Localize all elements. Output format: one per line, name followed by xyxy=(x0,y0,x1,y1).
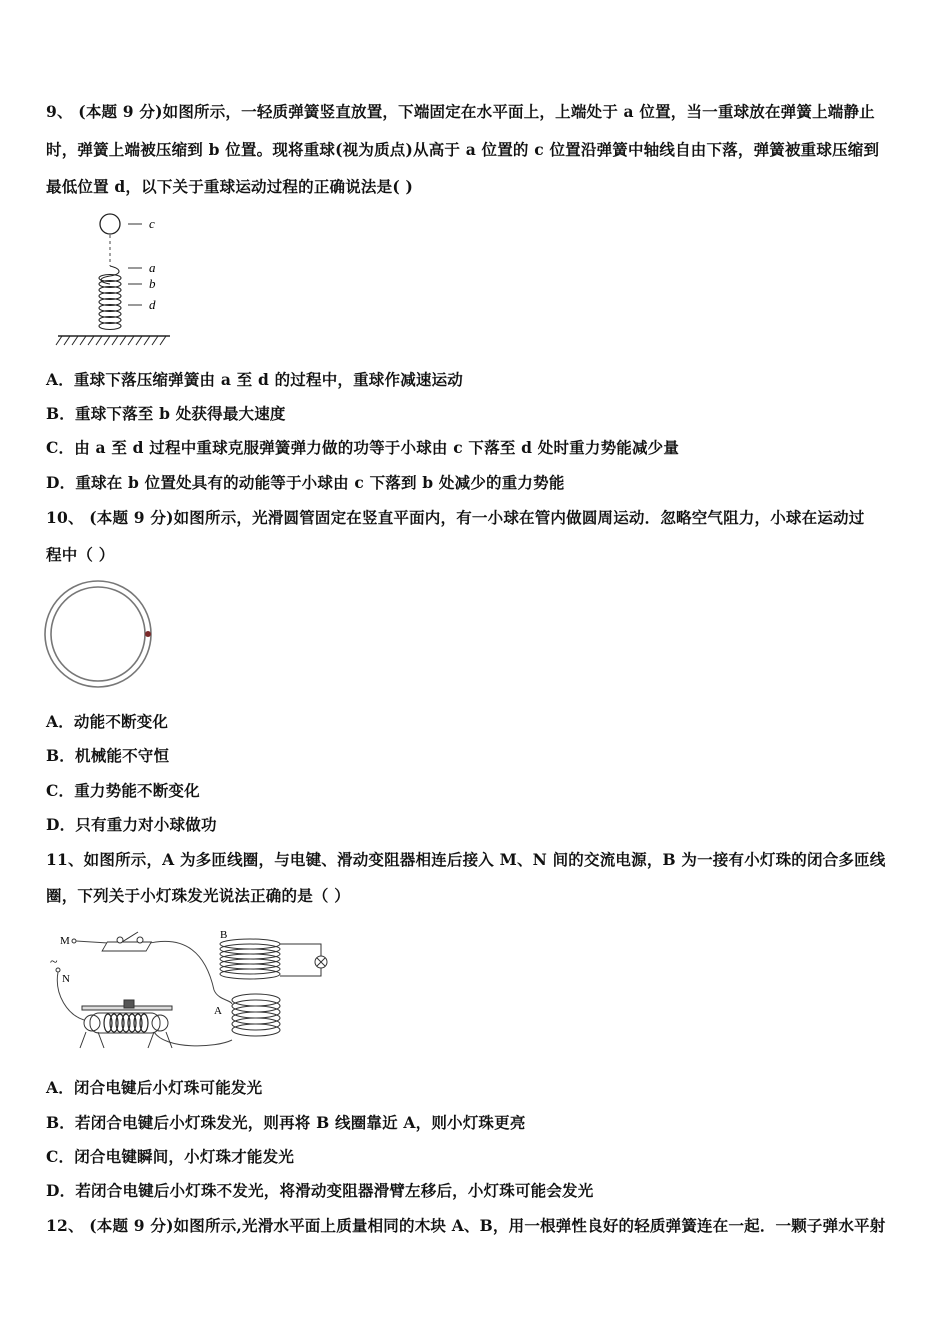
q12-stem-line-1: 12、 (本题 9 分)如图所示,光滑水平面上质量相同的木块 A、B，用一根弹性良好的轻质弹簧连在一起．一颗子弹水平射 xyxy=(46,1216,886,1235)
q11-option-c: C．闭合电键瞬间，小灯珠才能发光 xyxy=(46,1147,295,1166)
bulb-icon xyxy=(315,956,327,968)
q11-stem-line-2: 圈，下列关于小灯珠发光说法正确的是（ ） xyxy=(46,886,350,905)
coil-a-icon xyxy=(232,994,280,1036)
switch-icon xyxy=(102,932,151,951)
ground-hatch xyxy=(56,336,166,345)
label-b: b xyxy=(149,276,156,291)
rheostat-icon xyxy=(80,1000,172,1048)
tube-outer-wall xyxy=(45,581,151,687)
label-m: M xyxy=(60,935,70,947)
spring-icon xyxy=(99,266,121,330)
tube-inner-wall xyxy=(51,587,145,681)
q9-option-a: A．重球下落压缩弹簧由 a 至 d 的过程中，重球作减速运动 xyxy=(46,370,463,389)
q9-option-c: C．由 a 至 d 过程中重球克服弹簧弹力做的功等于小球由 c 下落至 d 处时重力势能减少量 xyxy=(46,438,680,457)
label-c: c xyxy=(149,216,155,231)
q9-option-b: B．重球下落至 b 处获得最大速度 xyxy=(46,404,286,423)
q9-stem-line-1: 9、 (本题 9 分)如图所示，一轻质弹簧竖直放置，下端固定在水平面上，上端处于 a 位置，当一重球放在弹簧上端静止 xyxy=(46,102,875,121)
q10-stem-line-1: 10、 (本题 9 分)如图所示，光滑圆管固定在竖直平面内，有一小球在管内做圆周运动．忽略空气阻力，小球在运动过 xyxy=(46,508,865,527)
coil-circuit-figure xyxy=(46,920,346,1060)
ac-source-symbol: ~ xyxy=(50,955,58,970)
q9-stem-line-2: 时，弹簧上端被压缩到 b 位置。现将重球(视为质点)从高于 a 位置的 c 位置沿弹簧中轴线自由下落，弹簧被重球压缩到 xyxy=(46,140,880,159)
q11-stem-line-1: 11、如图所示，A 为多匝线圈，与电键、滑动变阻器相连后接入 M、N 间的交流电源，B 为一接有小灯珠的闭合多匝线 xyxy=(46,850,886,869)
q11-option-d: D．若闭合电键后小灯珠不发光，将滑动变阻器滑臂左移后，小灯珠可能会发光 xyxy=(46,1181,594,1200)
q10-option-b: B．机械能不守恒 xyxy=(46,746,170,765)
q10-option-d: D．只有重力对小球做功 xyxy=(46,815,217,834)
q9-option-d: D．重球在 b 位置处具有的动能等于小球由 c 下落到 b 处减少的重力势能 xyxy=(46,473,565,492)
small-ball-icon xyxy=(145,631,151,637)
label-coil-b: B xyxy=(220,929,228,941)
q11-option-a: A．闭合电键后小灯珠可能发光 xyxy=(46,1078,263,1097)
label-d: d xyxy=(149,297,156,312)
label-a: a xyxy=(149,260,156,275)
q11-option-b: B．若闭合电键后小灯珠发光，则再将 B 线圈靠近 A，则小灯珠更亮 xyxy=(46,1113,526,1132)
q10-option-a: A．动能不断变化 xyxy=(46,712,169,731)
coil-b-icon xyxy=(220,939,321,979)
label-coil-a: A xyxy=(214,1005,222,1017)
q10-option-c: C．重力势能不断变化 xyxy=(46,781,200,800)
q10-stem-line-2: 程中（ ） xyxy=(46,545,115,564)
spring-figure xyxy=(52,208,182,353)
label-n: N xyxy=(62,973,70,985)
circular-tube-figure xyxy=(42,578,162,696)
ball-icon xyxy=(100,214,120,234)
q9-stem-line-3: 最低位置 d，以下关于重球运动过程的正确说法是( ) xyxy=(46,177,413,196)
